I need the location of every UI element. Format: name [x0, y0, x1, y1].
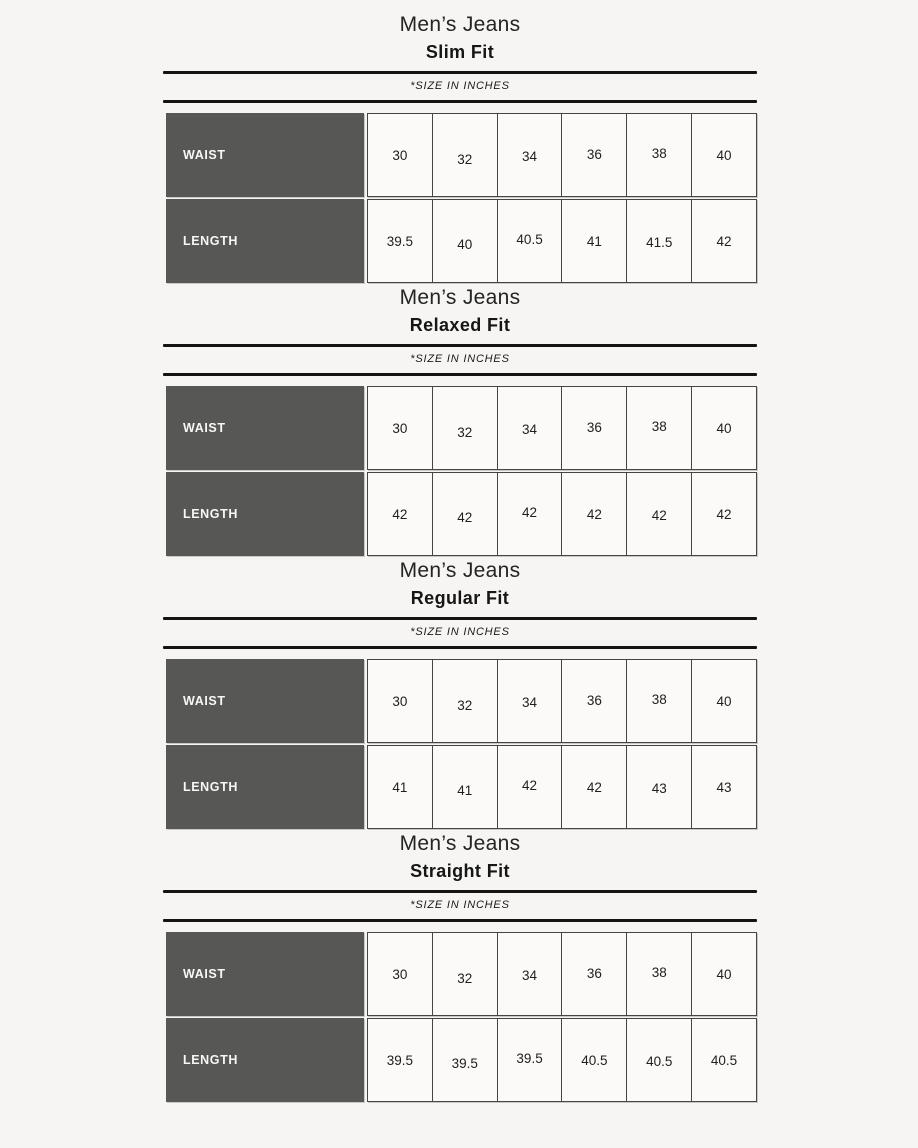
size-value: 40.5 — [581, 1052, 608, 1068]
size-value-cell — [627, 113, 692, 197]
size-value: 42 — [716, 233, 732, 249]
page-title: Men’s Jeans — [399, 559, 521, 582]
size-value: 30 — [392, 147, 408, 163]
size-value-cell — [498, 659, 563, 743]
size-value-cell — [692, 932, 757, 1016]
size-value-cell — [562, 472, 627, 556]
size-value-cell — [627, 472, 692, 556]
row-header-length: LENGTH — [166, 745, 364, 829]
size-value: 30 — [392, 420, 408, 436]
size-value-cell — [692, 659, 757, 743]
size-value: 34 — [522, 421, 538, 437]
divider-line — [163, 646, 757, 649]
size-value-cell — [498, 199, 563, 283]
size-value-cell — [562, 745, 627, 829]
size-value: 32 — [457, 697, 473, 713]
size-value-cell — [692, 472, 757, 556]
size-value: 38 — [651, 418, 667, 434]
size-chart-section-regular-fit — [163, 556, 757, 829]
size-chart-section-straight-fit — [163, 829, 757, 1102]
page-title: Men’s Jeans — [399, 13, 521, 36]
size-unit-note: *SIZE IN INCHES — [410, 626, 510, 638]
size-value: 39.5 — [516, 1050, 543, 1066]
size-value: 40.5 — [710, 1052, 738, 1068]
page-title: Men’s Jeans — [399, 286, 521, 309]
waist-values — [367, 932, 757, 1016]
divider-line — [163, 344, 757, 347]
waist-values — [367, 113, 757, 197]
size-value: 42 — [522, 777, 538, 793]
size-value-cell — [562, 932, 627, 1016]
size-value: 36 — [586, 146, 602, 162]
size-value: 34 — [522, 967, 538, 983]
size-value: 40.5 — [516, 231, 543, 247]
divider-line — [163, 100, 757, 103]
size-value: 38 — [651, 691, 667, 707]
size-value-cell — [367, 1018, 433, 1102]
size-value-cell — [627, 745, 692, 829]
length-values — [367, 472, 757, 556]
size-value: 30 — [392, 693, 408, 709]
size-value-cell — [692, 386, 757, 470]
size-table — [166, 659, 757, 829]
size-value-cell — [692, 199, 757, 283]
size-table — [166, 386, 757, 556]
size-value: 38 — [651, 145, 667, 161]
size-value: 42 — [392, 506, 408, 522]
size-value: 43 — [651, 780, 667, 796]
waist-values — [367, 659, 757, 743]
size-value: 40.5 — [646, 1053, 673, 1069]
row-header-length: LENGTH — [166, 199, 364, 283]
row-header-length: LENGTH — [166, 1018, 364, 1102]
table-row-length — [166, 1018, 757, 1102]
size-value-cell — [498, 472, 563, 556]
size-value-cell — [498, 745, 563, 829]
size-value: 36 — [586, 419, 602, 435]
size-value-cell — [433, 199, 498, 283]
size-value: 32 — [457, 424, 473, 440]
size-value: 39.5 — [451, 1055, 478, 1071]
size-value: 34 — [522, 148, 538, 164]
size-table — [166, 113, 757, 283]
size-value: 41.5 — [646, 234, 673, 250]
divider-line — [163, 71, 757, 74]
table-row-waist — [166, 932, 757, 1016]
row-header-waist: WAIST — [166, 113, 364, 197]
fit-name: Slim Fit — [425, 42, 495, 62]
size-value: 38 — [651, 964, 667, 980]
row-header-length: LENGTH — [166, 472, 364, 556]
size-value: 41 — [586, 233, 602, 249]
size-value-cell — [562, 1018, 627, 1102]
divider-line — [163, 919, 757, 922]
size-value: 42 — [651, 507, 667, 523]
size-value: 42 — [457, 509, 473, 525]
row-header-waist: WAIST — [166, 386, 364, 470]
size-value-cell — [367, 472, 433, 556]
size-value: 39.5 — [386, 233, 414, 249]
size-value-cell — [498, 113, 563, 197]
size-value: 41 — [457, 782, 473, 798]
size-value-cell — [367, 386, 433, 470]
size-unit-note: *SIZE IN INCHES — [410, 80, 510, 92]
size-value: 43 — [716, 779, 732, 795]
size-value: 32 — [457, 970, 473, 986]
size-value: 34 — [522, 694, 538, 710]
size-value-cell — [367, 932, 433, 1016]
size-value-cell — [498, 386, 563, 470]
table-row-length — [166, 199, 757, 283]
size-value-cell — [433, 659, 498, 743]
size-value: 40 — [716, 966, 732, 982]
divider-line — [163, 373, 757, 376]
size-value: 42 — [586, 779, 602, 795]
size-value-cell — [433, 386, 498, 470]
size-value: 39.5 — [386, 1052, 414, 1068]
size-value: 40 — [716, 147, 732, 163]
size-value-cell — [627, 932, 692, 1016]
size-value-cell — [692, 113, 757, 197]
size-value-cell — [367, 745, 433, 829]
table-row-waist — [166, 659, 757, 743]
waist-values — [367, 386, 757, 470]
fit-name: Straight Fit — [410, 861, 510, 881]
size-value-cell — [562, 199, 627, 283]
size-value: 42 — [586, 506, 602, 522]
size-value: 36 — [586, 692, 602, 708]
size-value-cell — [367, 199, 433, 283]
size-value: 40 — [716, 693, 732, 709]
size-value-cell — [562, 113, 627, 197]
fit-name: Relaxed Fit — [409, 315, 511, 335]
size-value: 32 — [457, 151, 473, 167]
size-value-cell — [433, 472, 498, 556]
size-value: 30 — [392, 966, 408, 982]
table-row-waist — [166, 113, 757, 197]
size-value-cell — [627, 199, 692, 283]
page-title: Men’s Jeans — [399, 832, 521, 855]
size-chart-section-slim-fit — [163, 10, 757, 283]
size-value-cell — [627, 659, 692, 743]
size-value-cell — [498, 932, 563, 1016]
size-value: 42 — [716, 506, 732, 522]
length-values — [367, 199, 757, 283]
table-row-length — [166, 745, 757, 829]
size-value: 40 — [457, 236, 473, 252]
size-table — [166, 932, 757, 1102]
size-value-cell — [367, 113, 433, 197]
size-unit-note: *SIZE IN INCHES — [410, 353, 510, 365]
table-row-waist — [166, 386, 757, 470]
size-value-cell — [627, 386, 692, 470]
size-value-cell — [433, 1018, 498, 1102]
fit-name: Regular Fit — [410, 588, 510, 608]
size-value-cell — [498, 1018, 563, 1102]
size-value-cell — [367, 659, 433, 743]
size-value-cell — [433, 113, 498, 197]
size-value: 40 — [716, 420, 732, 436]
length-values — [367, 1018, 757, 1102]
row-header-waist: WAIST — [166, 932, 364, 1016]
size-unit-note: *SIZE IN INCHES — [410, 899, 510, 911]
size-value-cell — [692, 745, 757, 829]
size-value: 41 — [392, 779, 408, 795]
row-header-waist: WAIST — [166, 659, 364, 743]
length-values — [367, 745, 757, 829]
size-value: 36 — [586, 965, 602, 981]
size-value: 42 — [522, 504, 538, 520]
table-row-length — [166, 472, 757, 556]
divider-line — [163, 890, 757, 893]
size-value-cell — [627, 1018, 692, 1102]
divider-line — [163, 617, 757, 620]
size-value-cell — [433, 932, 498, 1016]
size-chart-section-relaxed-fit — [163, 283, 757, 556]
size-value-cell — [433, 745, 498, 829]
size-value-cell — [562, 659, 627, 743]
size-value-cell — [692, 1018, 757, 1102]
size-value-cell — [562, 386, 627, 470]
